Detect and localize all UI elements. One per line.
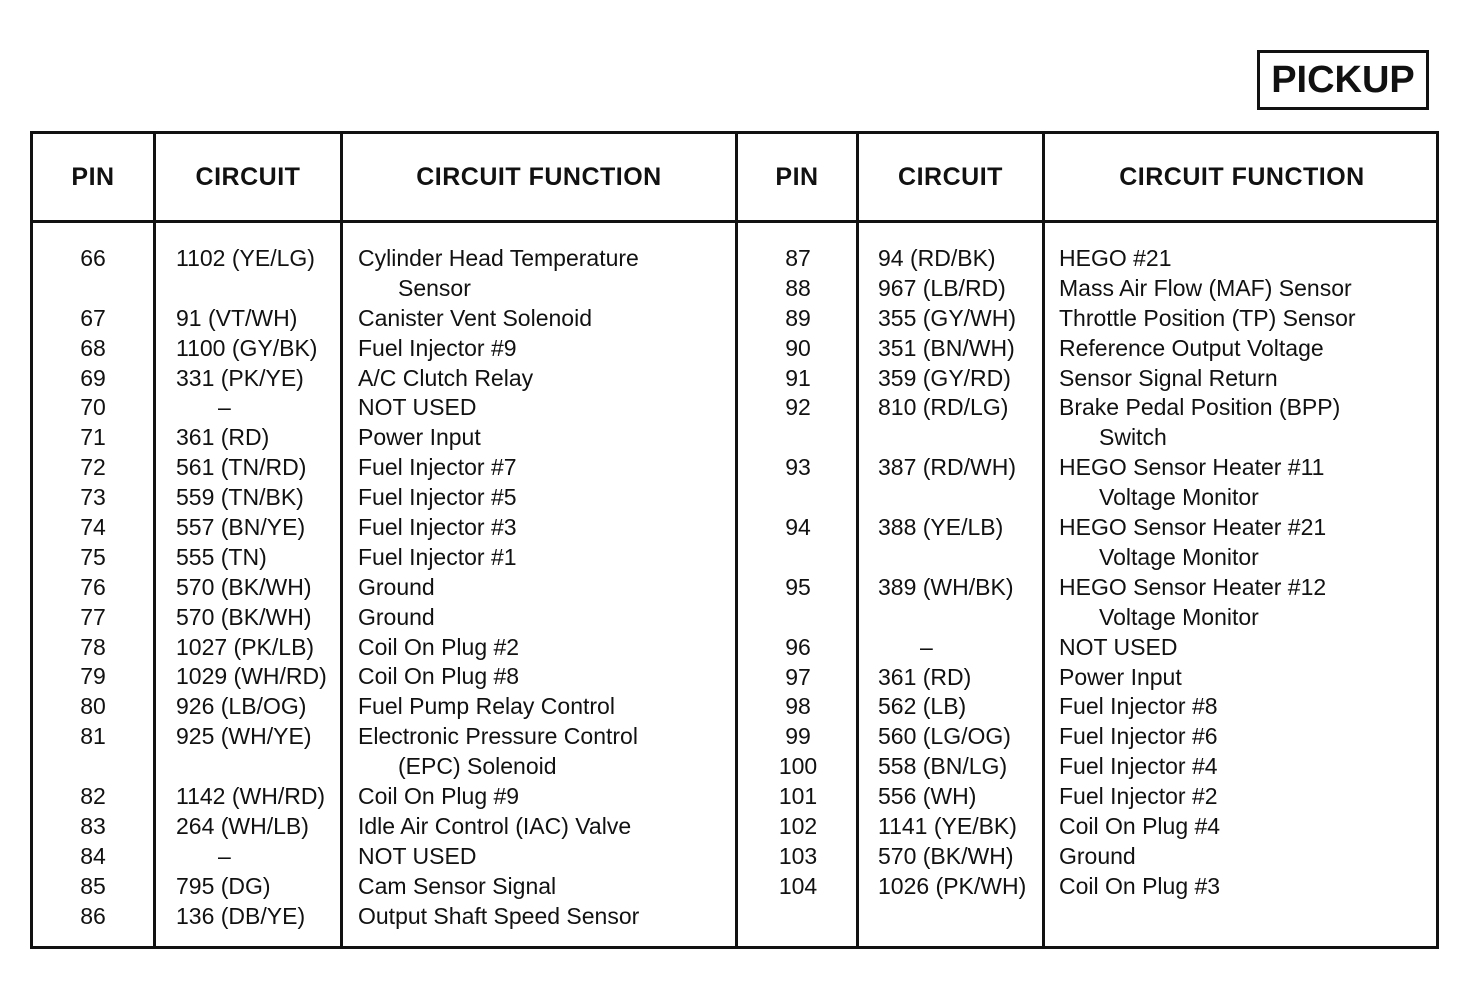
function-text: HEGO Sensor Heater #12 (1059, 573, 1327, 600)
pin-number: 80 (80, 693, 106, 720)
table-row (33, 543, 735, 573)
pin-number: 102 (778, 812, 818, 839)
pin-number: 88 (785, 274, 811, 301)
circuit-code: – (920, 633, 933, 660)
function-text: Power Input (358, 424, 481, 451)
header-circuit-left: CIRCUIT (195, 162, 301, 191)
pin-number: 72 (80, 454, 106, 481)
function-text: Fuel Injector #8 (1059, 693, 1218, 720)
pin-number: 101 (778, 783, 818, 810)
circuit-function (358, 692, 615, 722)
circuit-code: 561 (TN/RD) (176, 454, 307, 481)
circuit-code: 795 (DG) (176, 872, 271, 899)
circuit-function (358, 334, 517, 364)
circuit-function (358, 812, 631, 842)
circuit-function (358, 483, 517, 513)
table-row (33, 364, 735, 394)
function-text: A/C Clutch Relay (358, 364, 534, 391)
function-text: NOT USED (358, 842, 477, 869)
table-row (738, 513, 1438, 573)
circuit-code: 1102 (YE/LG) (176, 245, 315, 271)
circuit-function (358, 633, 519, 663)
circuit-function (358, 513, 517, 543)
circuit-function (358, 842, 476, 872)
header-function-right: CIRCUIT FUNCTION (1119, 162, 1365, 191)
function-text: Mass Air Flow (MAF) Sensor (1059, 274, 1352, 301)
table-row (738, 573, 1438, 633)
pin-number: 84 (80, 842, 106, 869)
function-text: Fuel Injector #7 (358, 454, 517, 481)
function-text: Cam Sensor Signal (358, 872, 557, 899)
circuit-function (358, 364, 533, 394)
function-text-continued: Voltage Monitor (1099, 543, 1259, 570)
function-text: Fuel Injector #4 (1059, 753, 1218, 780)
function-text: Electronic Pressure Control (358, 723, 638, 750)
circuit-function (358, 304, 592, 334)
table-row (738, 334, 1438, 364)
pin-number: 85 (80, 872, 106, 899)
pin-number: 78 (80, 633, 106, 660)
table-row (33, 722, 735, 782)
pin-number: 91 (785, 364, 811, 391)
circuit-function (1059, 812, 1220, 842)
circuit-function (1059, 304, 1356, 334)
circuit-code: 1029 (WH/RD) (176, 663, 327, 690)
table-row (33, 483, 735, 513)
function-text: Output Shaft Speed Sensor (358, 902, 640, 929)
left-column-rows (33, 244, 735, 932)
pin-number: 82 (80, 783, 106, 810)
table-row (738, 752, 1438, 782)
circuit-function (358, 603, 435, 633)
circuit-code: 359 (GY/RD) (878, 364, 1011, 391)
header-function-left: CIRCUIT FUNCTION (416, 162, 662, 191)
pin-number: 95 (785, 573, 811, 600)
table-row (33, 453, 735, 483)
function-text: Fuel Pump Relay Control (358, 693, 615, 720)
pin-number: 67 (80, 304, 106, 331)
pin-number: 90 (785, 334, 811, 361)
pin-circuit-table (30, 131, 1439, 949)
function-text-continued: (EPC) Solenoid (398, 753, 557, 780)
pin-number: 86 (80, 902, 106, 929)
pin-number: 76 (80, 573, 106, 600)
table-row (33, 633, 735, 663)
function-text: Fuel Injector #5 (358, 484, 517, 511)
pin-number: 93 (785, 454, 811, 481)
function-text: Ground (358, 573, 435, 600)
circuit-function (358, 573, 435, 603)
function-text: Reference Output Voltage (1059, 334, 1324, 361)
pin-number: 96 (785, 633, 811, 660)
pin-number: 69 (80, 364, 106, 391)
table-row (738, 364, 1438, 394)
circuit-code: – (218, 394, 231, 421)
table-row (33, 573, 735, 603)
table-row (738, 692, 1438, 722)
circuit-function (1059, 842, 1136, 872)
circuit-code: 925 (WH/YE) (176, 723, 312, 750)
pin-number: 94 (785, 514, 811, 541)
table-row (33, 692, 735, 722)
table-row (738, 872, 1438, 902)
pin-number: 100 (778, 753, 818, 780)
table-row (33, 842, 735, 872)
circuit-function (1059, 334, 1324, 364)
circuit-code: 1027 (PK/LB) (176, 633, 315, 660)
circuit-code: 136 (DB/YE) (176, 902, 306, 929)
circuit-function (358, 244, 639, 304)
pin-number: 68 (80, 334, 106, 361)
function-text: Ground (358, 603, 435, 630)
table-row (738, 274, 1438, 304)
circuit-function (1059, 453, 1324, 513)
circuit-code: 560 (LG/OG) (878, 723, 1011, 750)
table-row (738, 633, 1438, 663)
circuit-code: 331 (PK/YE) (176, 364, 304, 391)
right-column-rows (738, 244, 1438, 902)
function-text: NOT USED (1059, 633, 1178, 660)
pin-number: 97 (785, 663, 811, 690)
table-row (738, 842, 1438, 872)
circuit-function (358, 393, 476, 423)
circuit-function (1059, 692, 1218, 722)
function-text: Fuel Injector #1 (358, 543, 517, 570)
header-pin-right: PIN (775, 162, 819, 191)
pickup-badge: PICKUP (1257, 50, 1429, 110)
circuit-function (1059, 872, 1220, 902)
pin-number: 75 (80, 543, 106, 570)
function-text: Ground (1059, 842, 1136, 869)
circuit-code: 556 (WH) (878, 783, 977, 810)
function-text: Fuel Injector #6 (1059, 723, 1218, 750)
circuit-code: 570 (BK/WH) (176, 603, 312, 630)
pin-number: 79 (80, 663, 106, 690)
circuit-function (358, 543, 517, 573)
circuit-function (1059, 393, 1340, 453)
function-text: Coil On Plug #3 (1059, 872, 1221, 899)
table-row (33, 423, 735, 453)
circuit-function (358, 902, 639, 932)
function-text: Coil On Plug #4 (1059, 812, 1221, 839)
circuit-code: 91 (VT/WH) (176, 304, 298, 331)
function-text-continued: Voltage Monitor (1099, 603, 1259, 630)
circuit-function (1059, 633, 1177, 663)
function-text: Sensor Signal Return (1059, 364, 1278, 391)
circuit-code: 387 (RD/WH) (878, 454, 1017, 481)
circuit-function (1059, 722, 1218, 752)
pin-number: 70 (80, 394, 106, 421)
table-row (738, 782, 1438, 812)
function-text: Coil On Plug #2 (358, 633, 520, 660)
table-row (33, 662, 735, 692)
table-row (738, 453, 1438, 513)
circuit-function (1059, 274, 1352, 304)
function-text-continued: Sensor (398, 274, 471, 301)
pin-number: 77 (80, 603, 106, 630)
circuit-code: 1100 (GY/BK) (176, 334, 318, 361)
circuit-code: 570 (BK/WH) (878, 842, 1014, 869)
circuit-code: 1142 (WH/RD) (176, 783, 326, 810)
pin-number: 92 (785, 394, 811, 421)
pin-number: 73 (80, 484, 106, 511)
circuit-code: 361 (RD) (176, 424, 270, 451)
function-text-continued: Switch (1099, 424, 1167, 451)
pin-number: 66 (80, 245, 106, 271)
pin-number: 103 (778, 842, 818, 869)
table-row (33, 902, 735, 932)
table-row (738, 304, 1438, 334)
circuit-code: 558 (BN/LG) (878, 753, 1008, 780)
circuit-code: 555 (TN) (176, 543, 267, 570)
circuit-code: 559 (TN/BK) (176, 484, 304, 511)
pin-number: 71 (80, 424, 106, 451)
circuit-function (1059, 663, 1182, 693)
function-text: NOT USED (358, 394, 477, 421)
circuit-code: 967 (LB/RD) (878, 274, 1006, 301)
circuit-function (358, 722, 638, 782)
circuit-function (1059, 752, 1218, 782)
circuit-code: 810 (RD/LG) (878, 394, 1009, 421)
circuit-function (358, 453, 517, 483)
function-text: Fuel Injector #3 (358, 514, 517, 541)
function-text: Idle Air Control (IAC) Valve (358, 812, 632, 839)
pin-number: 83 (80, 812, 106, 839)
function-text: Throttle Position (TP) Sensor (1059, 304, 1356, 331)
header-divider (33, 220, 1436, 223)
circuit-function (1059, 782, 1218, 812)
circuit-code: 926 (LB/OG) (176, 693, 307, 720)
circuit-function (1059, 244, 1172, 274)
table-row (33, 872, 735, 902)
function-text: Coil On Plug #9 (358, 783, 520, 810)
circuit-code: 351 (BN/WH) (878, 334, 1015, 361)
circuit-code: 1141 (YE/BK) (878, 812, 1017, 839)
function-text: HEGO #21 (1059, 245, 1172, 271)
circuit-function (358, 423, 481, 453)
circuit-code: 570 (BK/WH) (176, 573, 312, 600)
table-row (33, 812, 735, 842)
circuit-code: 562 (LB) (878, 693, 967, 720)
circuit-function (358, 782, 519, 812)
table-row (738, 812, 1438, 842)
table-row (738, 393, 1438, 453)
pin-number: 89 (785, 304, 811, 331)
circuit-function (1059, 573, 1326, 633)
table-row (738, 722, 1438, 752)
table-row (738, 663, 1438, 693)
circuit-function (358, 662, 519, 692)
table-row (33, 603, 735, 633)
circuit-code: 389 (WH/BK) (878, 573, 1014, 600)
function-text: Fuel Injector #9 (358, 334, 517, 361)
function-text: Fuel Injector #2 (1059, 783, 1218, 810)
pin-number: 98 (785, 693, 811, 720)
circuit-code: – (218, 842, 231, 869)
circuit-function (358, 872, 556, 902)
pin-number: 104 (778, 872, 818, 899)
function-text: Coil On Plug #8 (358, 663, 520, 690)
table-row (33, 513, 735, 543)
pin-number: 74 (80, 514, 106, 541)
table-row (738, 244, 1438, 274)
table-row (33, 304, 735, 334)
function-text: Brake Pedal Position (BPP) (1059, 394, 1341, 421)
circuit-code: 264 (WH/LB) (176, 812, 309, 839)
table-row (33, 334, 735, 364)
pin-number: 99 (785, 723, 811, 750)
circuit-code: 557 (BN/YE) (176, 514, 306, 541)
function-text: Cylinder Head Temperature (358, 245, 639, 271)
circuit-function (1059, 364, 1278, 394)
function-text: HEGO Sensor Heater #11 (1059, 454, 1325, 481)
table-row (33, 393, 735, 423)
circuit-code: 355 (GY/WH) (878, 304, 1017, 331)
table-row (33, 782, 735, 812)
function-text: HEGO Sensor Heater #21 (1059, 514, 1327, 541)
circuit-function (1059, 513, 1326, 573)
function-text-continued: Voltage Monitor (1099, 484, 1259, 511)
pin-number: 81 (80, 723, 106, 750)
circuit-code: 1026 (PK/WH) (878, 872, 1027, 899)
table-row (33, 244, 735, 304)
pin-number: 87 (785, 245, 811, 271)
circuit-code: 361 (RD) (878, 663, 972, 690)
circuit-code: 94 (RD/BK) (878, 245, 996, 271)
circuit-code: 388 (YE/LB) (878, 514, 1004, 541)
function-text: Canister Vent Solenoid (358, 304, 592, 331)
header-pin-left: PIN (71, 162, 115, 191)
header-circuit-right: CIRCUIT (898, 162, 1003, 191)
function-text: Power Input (1059, 663, 1182, 690)
